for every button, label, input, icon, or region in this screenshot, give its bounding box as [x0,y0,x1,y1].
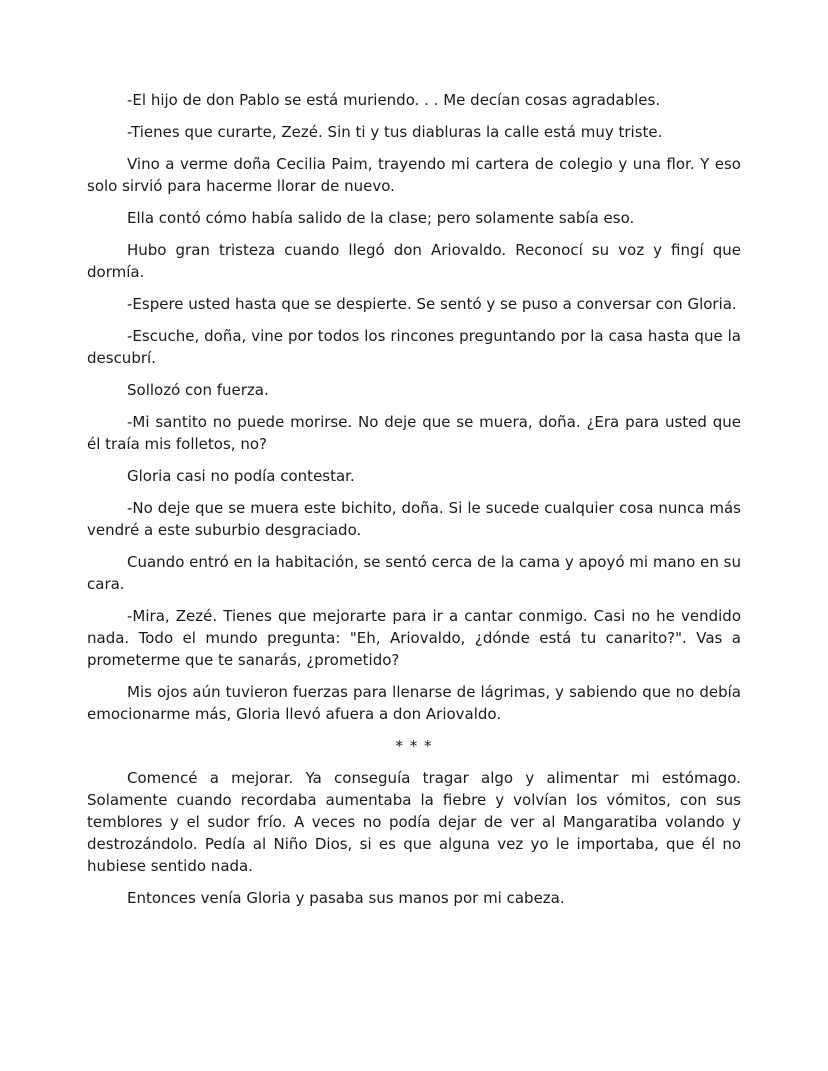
paragraph: Gloria casi no podía contestar. [127,467,355,485]
paragraph: Ella contó cómo había salido de la clase; pero solamente sabía eso. [127,209,635,227]
paragraph: -Espere usted hasta que se despierte. Se sentó y se puso a conversar con Gloria. [127,295,737,313]
paragraph: Comencé a mejorar. Ya conseguía tragar algo y alimentar mi estómago. Solamente cuando recordaba aumentaba la fiebre y volvían los vómitos, con sus temblores y el sudor frío. A veces no podía dejar de ver al Mangaratiba volando y destrozándolo. Pedía al Niño Dios, si es que alguna vez yo le importaba, que él no hubiese sentido nada. [87,769,741,875]
paragraph: -Escuche, doña, vine por todos los rincones preguntando por la casa hasta que la descubrí. [87,327,741,367]
paragraph: -Mira, Zezé. Tienes que mejorarte para ir a cantar conmigo. Casi no he vendido nada. Todo el mundo pregunta: "Eh, Ariovaldo, ¿dónde está tu canarito?". Vas a prometerme que te sanarás, ¿prometido? [87,607,741,669]
paragraph: Mis ojos aún tuvieron fuerzas para llenarse de lágrimas, y sabiendo que no debía emocionarme más, Gloria llevó afuera a don Ariovaldo. [87,683,741,723]
section-separator: * * * [395,737,433,755]
paragraph: Sollozó con fuerza. [127,381,269,399]
paragraph: -El hijo de don Pablo se está muriendo. . . Me decían cosas agradables. [127,91,661,109]
paragraph: -No deje que se muera este bichito, doña. Si le sucede cualquier cosa nunca más vendré a este suburbio desgraciado. [87,499,741,539]
paragraph: Cuando entró en la habitación, se sentó cerca de la cama y apoyó mi mano en su cara. [87,553,741,593]
paragraph: Vino a verme doña Cecilia Paim, trayendo mi cartera de colegio y una flor. Y eso solo sirvió para hacerme llorar de nuevo. [87,155,741,195]
paragraph: Hubo gran tristeza cuando llegó don Ariovaldo. Reconocí su voz y fingí que dormía. [87,241,741,281]
paragraph: -Mi santito no puede morirse. No deje que se muera, doña. ¿Era para usted que él traía mis folletos, no? [87,413,741,453]
paragraph: Entonces venía Gloria y pasaba sus manos por mi cabeza. [127,889,565,907]
paragraph: -Tienes que curarte, Zezé. Sin ti y tus diabluras la calle está muy triste. [127,123,663,141]
